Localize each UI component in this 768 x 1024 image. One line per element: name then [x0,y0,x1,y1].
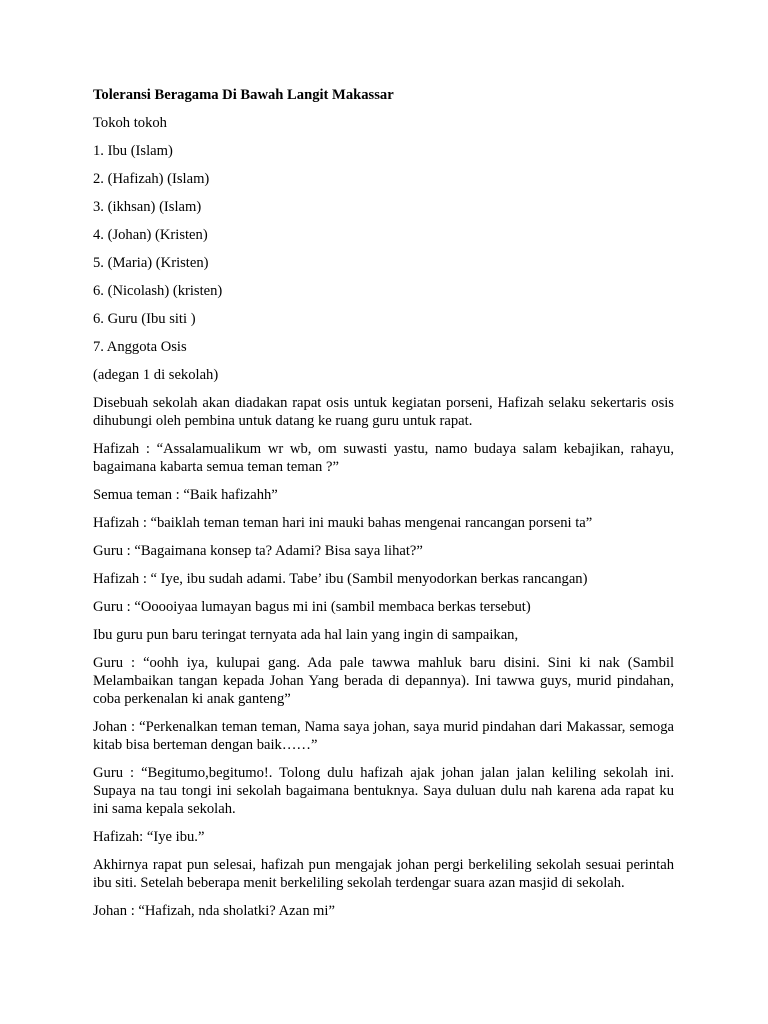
dialogue-line: Semua teman : “Baik hafizahh” [93,487,278,503]
paragraph: Disebuah sekolah akan diadakan rapat osis untuk kegiatan porseni, Hafizah selaku sekertaris osis dihubungi oleh pembina untuk datang ke ruang guru untuk rapat. [93,395,674,429]
cast-item: 5. (Maria) (Kristen) [93,255,209,271]
cast-heading: Tokoh tokoh [93,115,167,131]
dialogue-line: Hafizah: “Iye ibu.” [93,829,205,845]
cast-item: 6. Guru (Ibu siti ) [93,311,196,327]
document-page [93,86,674,930]
dialogue-line: Guru : “Ooooiyaa lumayan bagus mi ini (sambil membaca berkas tersebut) [93,599,531,615]
dialogue-line: Hafizah : “ Iye, ibu sudah adami. Tabe’ ibu (Sambil menyodorkan berkas rancangan) [93,571,588,587]
dialogue-line: Johan : “Hafizah, nda sholatki? Azan mi” [93,903,335,919]
cast-item: 6. (Nicolash) (kristen) [93,283,223,299]
dialogue-line: Guru : “oohh iya, kulupai gang. Ada pale tawwa mahluk baru disini. Sini ki nak (Sambil Melambaikan tangan kepada Johan Yang berada di depannya). Ini tawwa guys, murid pindahan, coba perkenalan ki anak ganteng” [93,655,674,707]
cast-item: 7. Anggota Osis [93,339,187,355]
dialogue-line: Hafizah : “Assalamualikum wr wb, om suwasti yastu, namo budaya salam kebajikan, rahayu, bagaimana kabarta semua teman teman ?” [93,441,674,475]
dialogue-line: Guru : “Bagaimana konsep ta? Adami? Bisa saya lihat?” [93,543,423,559]
cast-item: 4. (Johan) (Kristen) [93,227,208,243]
dialogue-line: Johan : “Perkenalkan teman teman, Nama saya johan, saya murid pindahan dari Makassar, semoga kitab bisa berteman dengan baik……” [93,719,674,753]
dialogue-line: Guru : “Begitumo,begitumo!. Tolong dulu hafizah ajak johan jalan jalan keliling sekolah ini. Supaya na tau tongi ini sekolah bagaimana bentuknya. Saya duluan dulu nah karena ada rapat ku ini sama kepala sekolah. [93,765,674,817]
document-title: Toleransi Beragama Di Bawah Langit Makassar [93,87,394,103]
paragraph: Ibu guru pun baru teringat ternyata ada hal lain yang ingin di sampaikan, [93,627,519,643]
cast-item: 3. (ikhsan) (Islam) [93,199,202,215]
cast-item: 2. (Hafizah) (Islam) [93,171,210,187]
paragraph: Akhirnya rapat pun selesai, hafizah pun mengajak johan pergi berkeliling sekolah sesuai perintah ibu siti. Setelah beberapa menit berkeliling sekolah terdengar suara azan masjid di sekolah. [93,857,674,891]
dialogue-line: Hafizah : “baiklah teman teman hari ini mauki bahas mengenai rancangan porseni ta” [93,515,593,531]
cast-item: 1. Ibu (Islam) [93,143,173,159]
scene-heading: (adegan 1 di sekolah) [93,367,219,383]
